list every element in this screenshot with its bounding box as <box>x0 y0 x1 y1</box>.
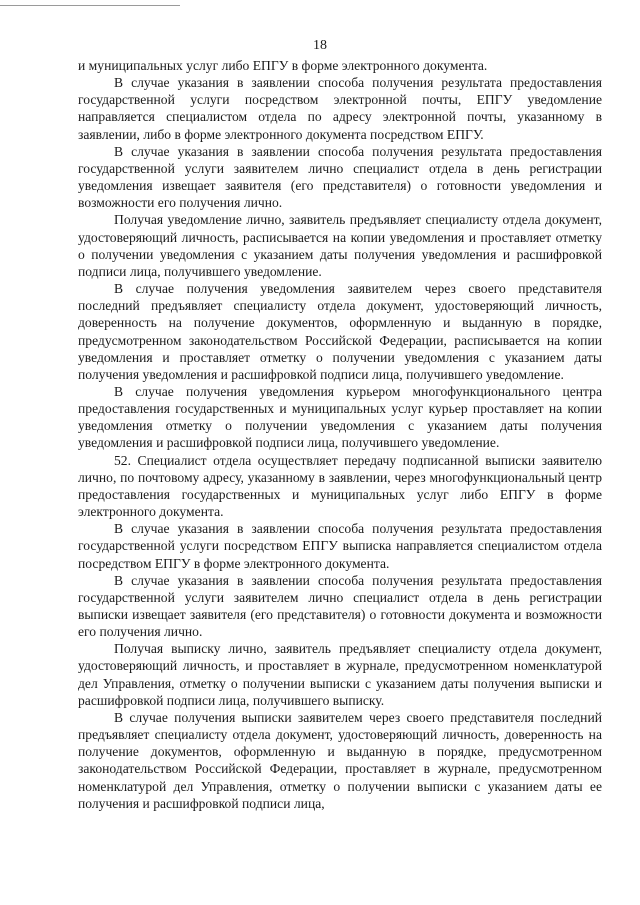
paragraph: 52. Специалист отдела осуществляет передачу подписанной выписки заявителю лично, по почтовому адресу, указанному в заявлении, через многофункциональный центр предоставления государственных и муниципальных услуг либо ЕПГУ в форме электронного документа. <box>78 452 602 520</box>
paragraph: В случае указания в заявлении способа получения результата предоставления государственной услуги заявителем лично специалист отдела в день регистрации выписки извещает заявителя (его представителя) о готовности документа и возможности его получения лично. <box>78 572 602 640</box>
paragraph: и муниципальных услуг либо ЕПГУ в форме электронного документа. <box>78 58 488 73</box>
page-number: 18 <box>313 38 327 53</box>
paragraph: Получая уведомление лично, заявитель предъявляет специалисту отдела документ, удостоверяющий личность, расписывается на копии уведомления и проставляет отметку о получении уведомления с указанием даты получения уведомления и расшифровкой подписи лица, получившего уведомление. <box>78 212 602 279</box>
paragraph: В случае указания в заявлении способа получения результата предоставления государственной услуги посредством электронной почты, ЕПГУ уведомление направляется специалистом отдела по адресу электронной почты, указанному в заявлении, либо в форме электронного документа посредством ЕПГУ. <box>78 75 602 142</box>
paragraph: В случае указания в заявлении способа получения результата предоставления государственной услуги посредством ЕПГУ выписка направляется специалистом отдела посредством ЕПГУ в форме электронного документа. <box>78 521 602 571</box>
paragraph: В случае получения уведомления заявителем через своего представителя последний предъявляет специалисту отдела документ, удостоверяющий личность, доверенность на получение документов, оформленную и выданную в порядке, предусмотренном законодательством Российской Федерации, расписывается на копии уведомления и проставляет отметку о получении уведомления с указанием даты получения уведомления и расшифровкой подписи лица, получившего уведомление. <box>78 281 602 382</box>
paragraph: В случае получения уведомления курьером многофункционального центра предоставления государственных и муниципальных услуг курьер проставляет на копии уведомления отметку о получении уведомления с указанием даты получения уведомления и расшифровкой подписи лица, получившего уведомление. <box>78 383 602 451</box>
paragraph: В случае получения выписки заявителем через своего представителя последний предъявляет специалисту отдела документ, удостоверяющий личность, доверенность на получение документов, оформленную и выданную в порядке, предусмотренном законодательством Российской Федерации, проставляет в журнале, предусмотренном номенклатурой дел Управления, отметку о получении выписки с указанием даты ее получения и расшифровкой подписи лица, <box>78 709 602 811</box>
paragraph: В случае указания в заявлении способа получения результата предоставления государственной услуги заявителем лично специалист отдела в день регистрации уведомления извещает заявителя (его представителя) о готовности уведомления и возможности его получения лично. <box>78 143 602 211</box>
paragraph: Получая выписку лично, заявитель предъявляет специалисту отдела документ, удостоверяющий личность, и проставляет в журнале, предусмотренном номенклатурой дел Управления, отметку о получении выписки с указанием даты получения выписки и расшифровкой подписи лица, получившего выписку. <box>78 641 602 708</box>
header-rule <box>0 5 180 6</box>
document-body <box>78 57 602 812</box>
